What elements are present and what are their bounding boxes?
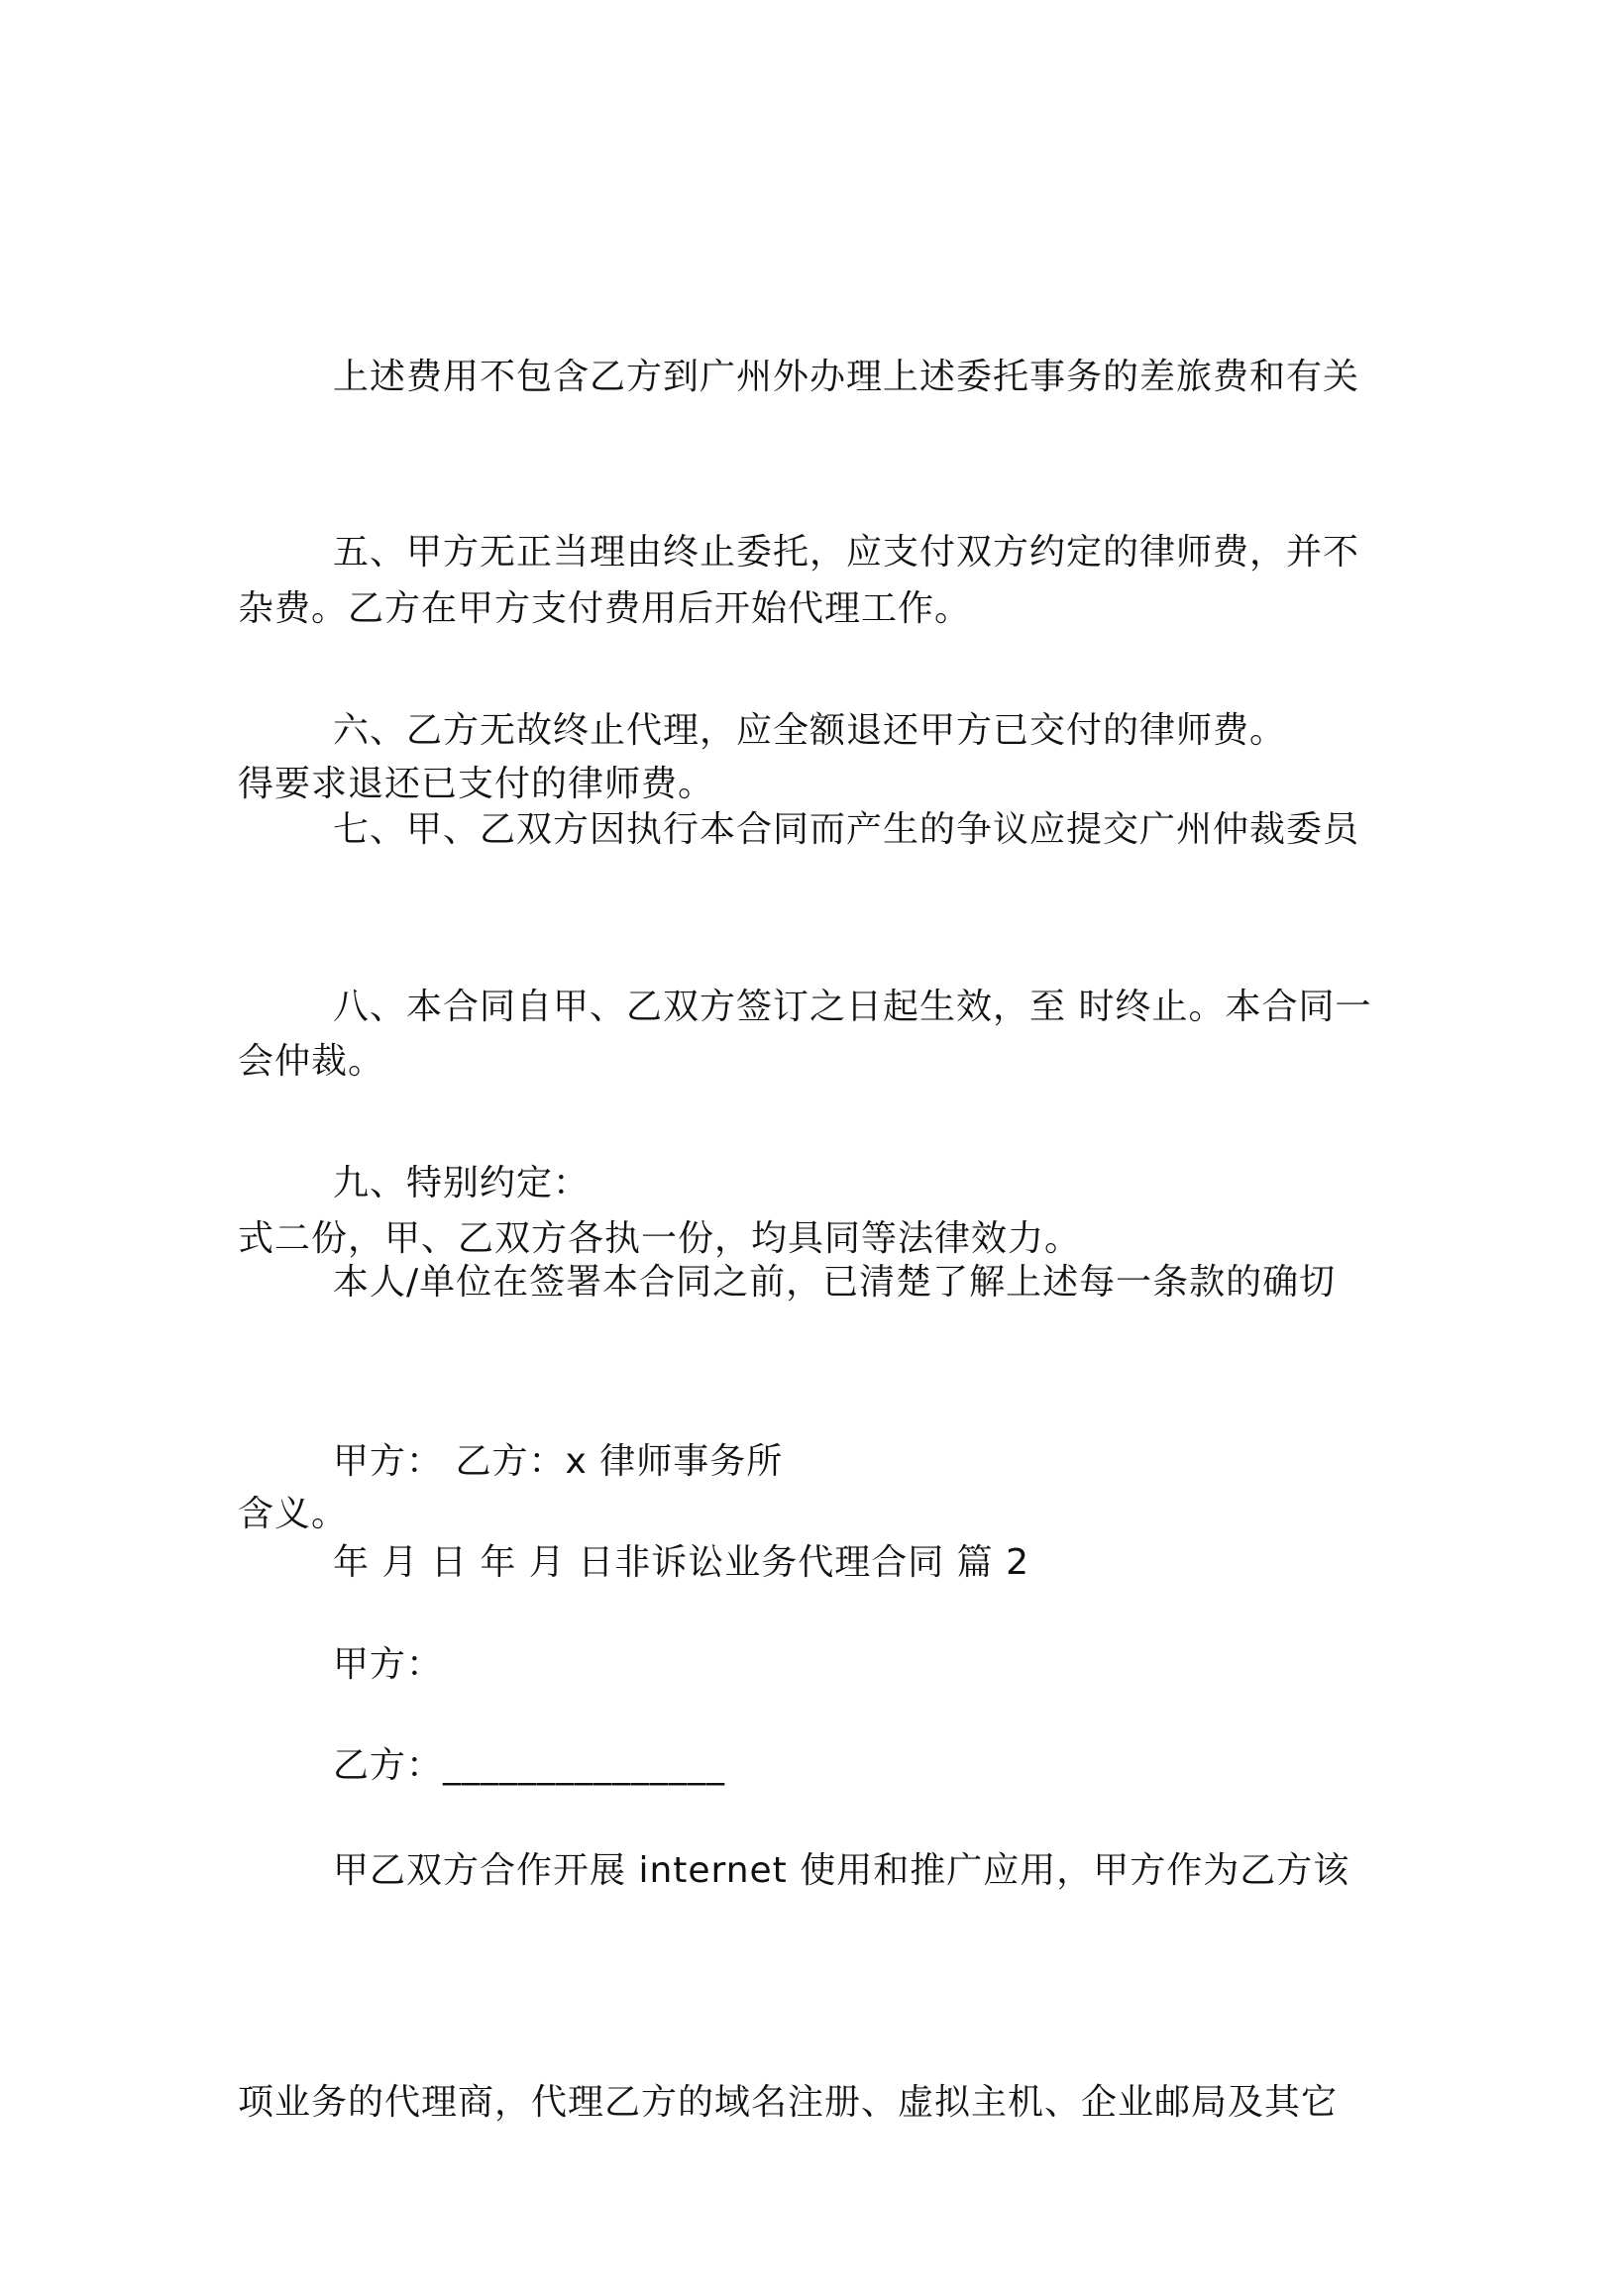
paragraph-line: 乙方：_______________ <box>333 1745 726 1786</box>
paragraph-line: 甲方： 乙方：x 律师事务所 <box>333 1441 784 1482</box>
internet-cooperation-paragraph <box>238 1678 1367 2296</box>
paragraph-line: 年 月 日 年 月 日非诉讼业务代理合同 篇 2 <box>333 1542 1030 1583</box>
paragraph-line: 七、甲、乙双方因执行本合同而产生的争议应提交广州仲裁委员 <box>333 809 1360 850</box>
paragraph-line: 五、甲方无正当理由终止委托，应支付双方约定的律师费，并不 <box>333 532 1360 573</box>
paragraph-line: 六、乙方无故终止代理，应全额退还甲方已交付的律师费。 <box>333 710 1287 751</box>
paragraph-line: 杂费。乙方在甲方支付费用后开始代理工作。 <box>238 588 972 629</box>
paragraph-line: 甲方： <box>333 1644 444 1685</box>
paragraph-line: 得要求退还已支付的律师费。 <box>238 764 715 804</box>
paragraph-line: 甲乙双方合作开展 internet 使用和推广应用，甲方作为乙方该 <box>333 1850 1350 1891</box>
paragraph-line: 八、本合同自甲、乙双方签订之日起生效，至 时终止。本合同一 <box>333 987 1372 1027</box>
paragraph-line: 本人/单位在签署本合同之前，已清楚了解上述每一条款的确切 <box>333 1262 1337 1303</box>
paragraph-line: 会仲裁。 <box>238 1041 385 1082</box>
paragraph-line: 项业务的代理商，代理乙方的域名注册、虚拟主机、企业邮局及其它 <box>238 2082 1339 2123</box>
paragraph-line: 上述费用不包含乙方到广州外办理上述委托事务的差旅费和有关 <box>333 357 1360 397</box>
paragraph-line: 含义。 <box>238 1494 349 1534</box>
paragraph-line: 式二份，甲、乙双方各执一份，均具同等法律效力。 <box>238 1218 1082 1259</box>
paragraph-line: 九、特别约定： <box>333 1163 591 1203</box>
